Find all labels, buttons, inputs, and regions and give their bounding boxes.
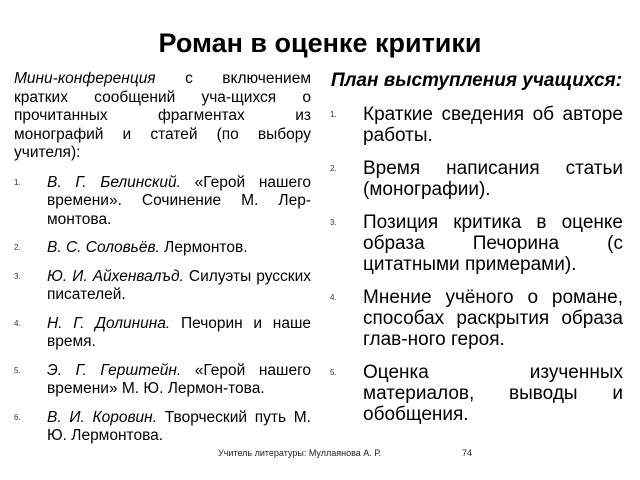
critic-work: «Герой нашего времени». Сочинение М. Лер-монтова.	[47, 173, 311, 228]
page-number: 74	[462, 448, 473, 458]
right-column	[330, 70, 623, 437]
plan-list	[330, 104, 623, 425]
left-column	[14, 70, 311, 456]
item-number: 1.	[330, 110, 337, 119]
critic-author: В. С. Соловьёв.	[47, 239, 160, 256]
critic-item	[14, 409, 311, 446]
plan-item	[330, 104, 623, 146]
item-number: 2.	[14, 243, 21, 252]
plan-item-text: Оценка изученных материалов, выводы и обобщения.	[363, 362, 623, 425]
item-number: 5.	[330, 368, 337, 377]
critic-work: Творческий путь М. Ю. Лермонтова.	[47, 408, 311, 444]
plan-item	[330, 287, 623, 350]
critic-author: Э. Г. Герштейн.	[47, 361, 182, 379]
critic-item	[14, 239, 311, 258]
item-number: 5.	[14, 365, 21, 375]
critic-item	[14, 268, 311, 305]
item-number: 4.	[330, 293, 337, 302]
critic-item	[14, 174, 311, 230]
critic-work: «Герой нашего времени» М. Ю. Лермон-това.	[47, 361, 311, 397]
item-number: 4.	[14, 318, 21, 328]
footer-teacher: Учитель литературы: Муллаянова А. Р.	[218, 448, 382, 458]
critic-work: Силуэты русских писателей.	[47, 267, 311, 303]
item-number: 2.	[330, 164, 337, 173]
intro-rest: с включением кратких сообщений уча-щихся о прочитанных фрагментах из монографий и статей (по выбору учителя):	[14, 70, 311, 161]
plan-item-text: Мнение учёного о романе, способах раскрытия образа глав-ного героя.	[363, 287, 623, 350]
slide-title: Роман в оценке критики	[158, 28, 482, 58]
plan-item	[330, 158, 623, 200]
plan-item-text: Позиция критика в оценке образа Печорина (с цитатными примерами).	[363, 212, 623, 275]
intro-lead: Мини-конференция	[14, 70, 156, 87]
item-number: 3.	[330, 218, 337, 227]
intro-text	[14, 70, 311, 163]
critic-author: Ю. И. Айхенвалъд.	[47, 267, 184, 285]
critic-author: В. И. Коровин.	[47, 408, 158, 426]
item-number: 6.	[14, 412, 21, 422]
plan-title: План выступления учащихся:	[330, 70, 623, 91]
critic-author: В. Г. Белинский.	[47, 173, 181, 191]
plan-item-text: Время написания статьи (монографии).	[363, 158, 623, 200]
critic-work: Лермонтов.	[159, 239, 248, 256]
item-number: 1.	[14, 177, 21, 187]
critic-item	[14, 315, 311, 352]
item-number: 3.	[14, 271, 21, 281]
plan-item	[330, 212, 623, 275]
critic-work: Печорин и наше время.	[47, 314, 312, 350]
critic-author: Н. Г. Долинина.	[47, 314, 171, 332]
critic-item	[14, 362, 311, 399]
plan-item-text: Краткие сведения об авторе работы.	[363, 104, 623, 146]
plan-item	[330, 362, 623, 425]
critics-list	[14, 174, 311, 446]
